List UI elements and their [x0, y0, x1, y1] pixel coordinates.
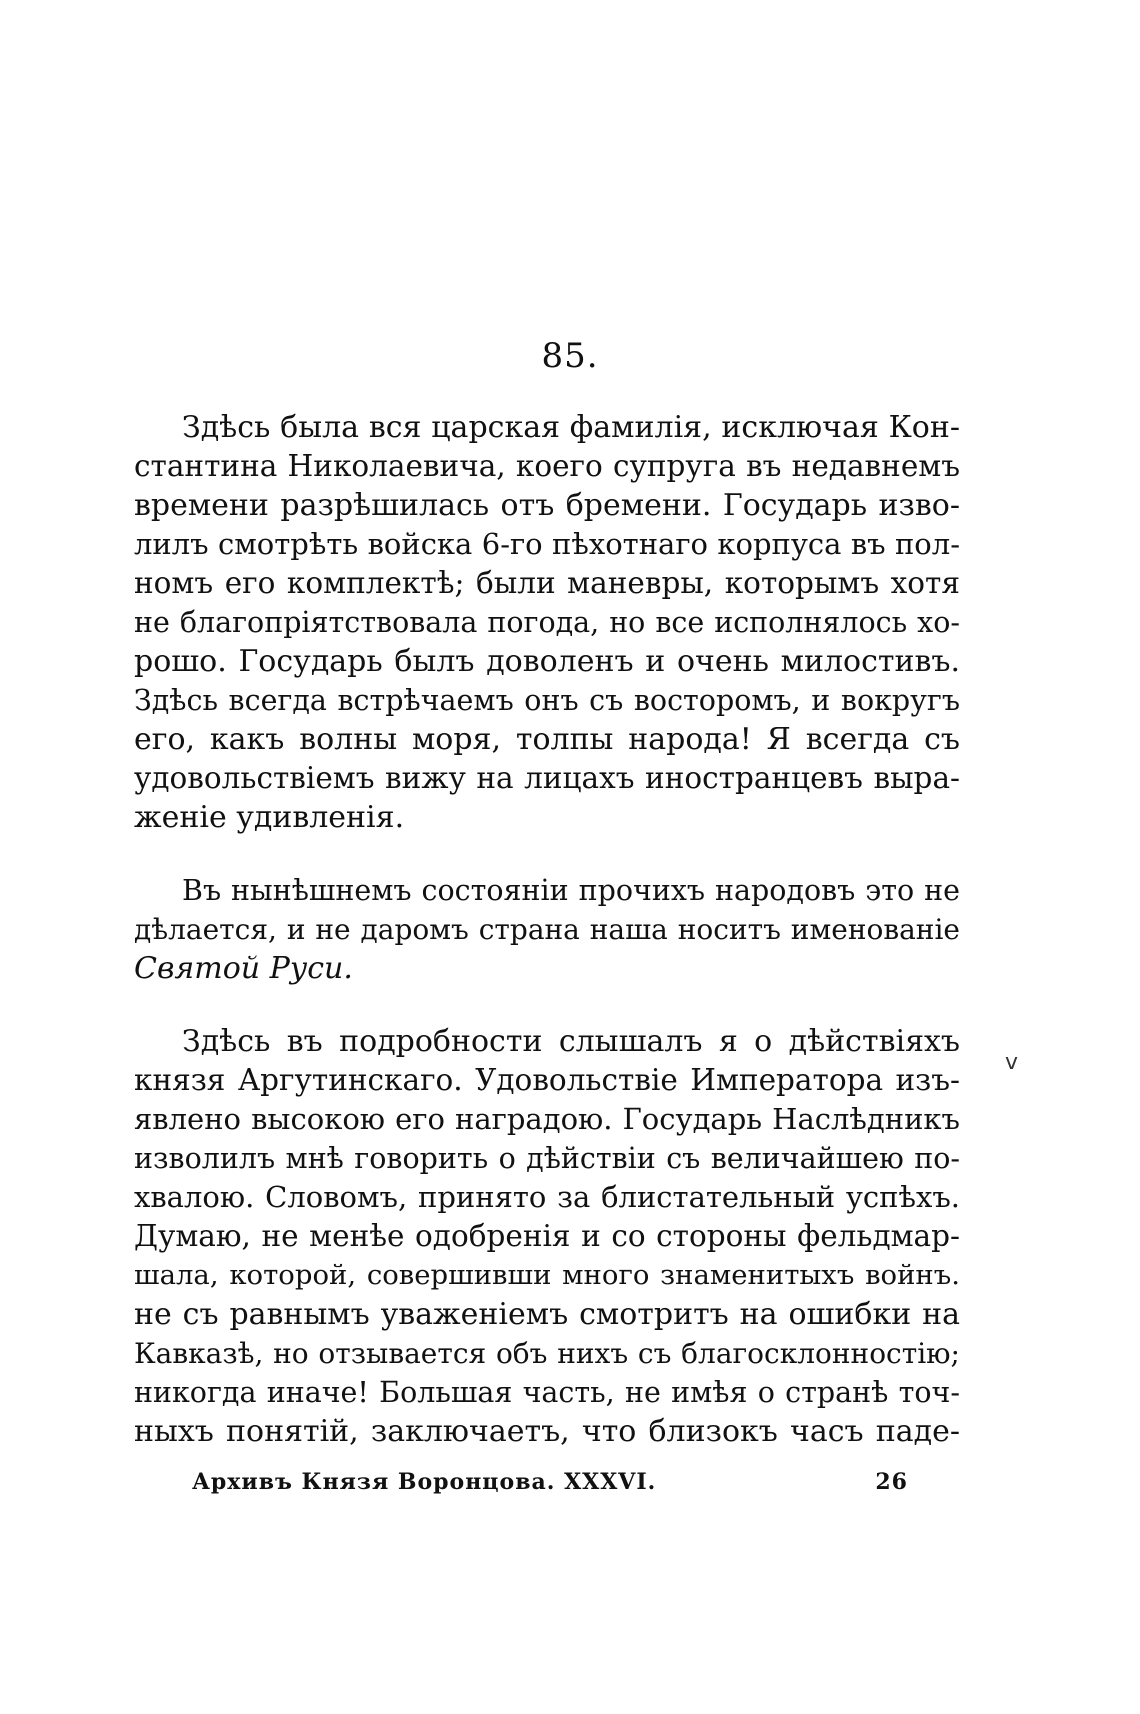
paragraph-2: [134, 871, 960, 988]
text-line: лилъ смотрѣть войска 6-го пѣхотнаго корпуса въ пол-: [134, 527, 960, 561]
text-line: его, какъ волны моря, толпы народа! Я всегда съ: [134, 722, 960, 757]
italic-text-line: Святой Руси.: [134, 951, 353, 986]
text-line: женіе удивленія.: [134, 800, 405, 835]
sheet-number: 26: [875, 1469, 908, 1495]
text-line: никогда иначе! Большая часть, не имѣя о странѣ точ-: [134, 1376, 960, 1409]
text-line: дѣлается, и не даромъ страна наша носитъ именованіе: [134, 913, 960, 946]
text-line: явлено высокою его наградою. Государь Наслѣдникъ: [134, 1102, 960, 1136]
text-line: Здѣсь была вся царская фамилія, исключая Кон-: [182, 410, 960, 445]
margin-mark: v: [1005, 1050, 1019, 1075]
text-line: не съ равнымъ уваженіемъ смотритъ на ошибки на: [134, 1297, 960, 1332]
text-line: изволилъ мнѣ говорить о дѣйствіи съ величайшею по-: [134, 1142, 960, 1175]
text-line: рошо. Государь былъ доволенъ и очень милостивъ.: [134, 644, 960, 679]
text-line: времени разрѣшилась отъ бремени. Государь изво-: [134, 488, 960, 523]
text-line: князя Аргутинскаго. Удовольствіе Императора изъ-: [134, 1063, 960, 1097]
text-line: стантина Николаевича, коего супруга въ недавнемъ: [134, 449, 960, 483]
text-line: шала, которой, совершивши много знаменитыхъ войнъ.: [134, 1259, 960, 1291]
text-line: Думаю, не менѣе одобренія и со стороны фельдмар-: [134, 1219, 960, 1253]
letter-number: 85.: [541, 336, 599, 376]
text-line: удовольствіемъ вижу на лицахъ иностранцевъ выра-: [134, 761, 960, 795]
signature-mark: Архивъ Князя Воронцова. XXXVI.: [192, 1469, 657, 1495]
text-line: Въ нынѣшнемъ состояніи прочихъ народовъ это не: [182, 874, 960, 907]
text-line: Здѣсь въ подробности слышалъ я о дѣйствіяхъ: [182, 1024, 960, 1059]
text-line: Здѣсь всегда встрѣчаемъ онъ съ восторомъ, и вокругъ: [134, 684, 960, 717]
text-line: Кавказѣ, но отзывается объ нихъ съ благосклонностію;: [134, 1337, 960, 1370]
text-line: ныхъ понятій, заключаетъ, что близокъ часъ паде-: [134, 1414, 960, 1449]
paragraph-1: [134, 408, 960, 837]
text-line: хвалою. Словомъ, принято за блистательный успѣхъ.: [134, 1180, 960, 1214]
paragraph-3: [134, 1022, 960, 1451]
text-line: номъ его комплектѣ; были маневры, которымъ хотя: [134, 566, 960, 600]
text-line: не благопріятствовала погода, но все исполнялось хо-: [134, 606, 960, 639]
body-text: [134, 408, 960, 1451]
